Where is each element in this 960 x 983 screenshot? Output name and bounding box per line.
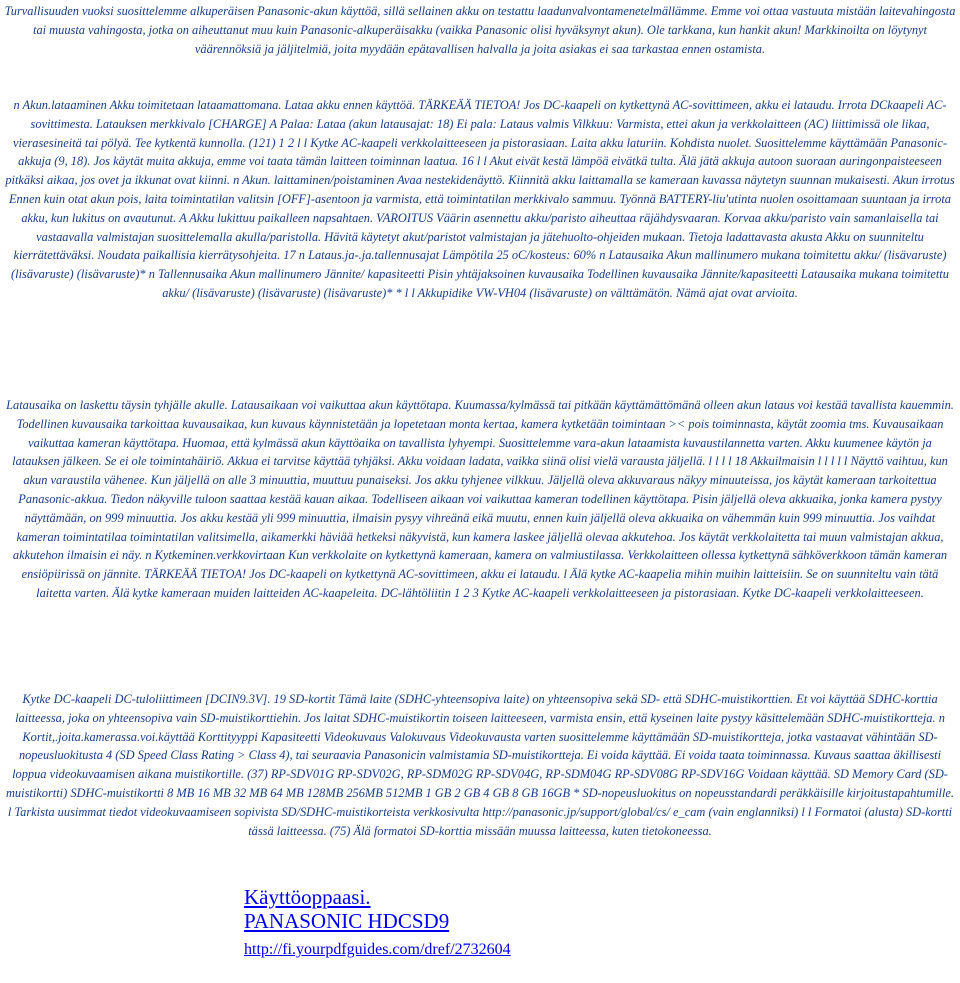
- paragraph-battery-charging: n Akun.lataaminen Akku toimitetaan lataamattomana. Lataa akku ennen käyttöä. TÄRKEÄÄ TIETOA! Jos DC-kaapeli on kytkettynä AC-sovittimeen, akku ei lataudu. Irrota DCkaapeli AC-sovittimesta. Latauksen merkkivalo [CHARGE] A Palaa: Lataa (akun latausajat: 18) Ei pala: Lataus valmis Vilkkuu: Varmista, ettei akun ja verkkolaitteen (AC) liittimissä ole likaa, vierasesineitä tai pölyä. Tee kytkentä kunnolla. (121) 1 2 l l Kytke AC-kaapeli verkkolaitteeseen ja pistorasiaan. Laita akku laturiin. Kohdista nuolet. Suosittelemme käyttämään Panasonic-akkuja (9, 18). Jos käytät muita akkuja, emme voi taata tämän laitteen toiminnan laatua. 16 l l Akut eivät kestä lämpöä eivätkä tulta. Älä jätä akkuja autoon suoraan auringonpaisteeseen pitkäksi aikaa, jos ovet ja ikkunat ovat kiinni. n Akun. laittaminen/poistaminen Avaa nestekidenäyttö. Kiinnitä akku laittamalla se kameraan kuvassa näytetyn suunnan mukaisesti. Akun irrotus Ennen kuin otat akun pois, laita toimintatilan valitsin [OFF]-asentoon ja varmista, että toimintatilan merkkivalo sammuu. Työnnä BATTERY-liu'utinta nuolen osoittamaan suuntaan ja irrota akku, kun lukitus on avautunut. A Akku lukittuu paikalleen napsahtaen. VAROITUS Väärin asennettu akku/paristo aiheuttaa räjähdysvaaran. Korvaa akku/paristo vain samanlaisella tai vastaavalla valmistajan suosittelemalla akulla/paristolla. Hävitä käytetyt akut/paristot valmistajan ja jätehuolto-ohjeiden mukaan. Tietoja ladattavasta akusta Akku on suunniteltu kierrätettäväksi. Noudata paikallisia kierrätysohjeita. 17 n Lataus.ja-.ja.tallennusajat Lämpötila 25 oC/kosteus: 60% n Latausaika Akun mallinumero mukana toimitettu akku/ (lisävaruste) (lisävaruste) (lisävaruste)* n Tallennusaika Akun mallinumero Jännite/ kapasiteetti Pisin yhtäjaksoinen kuvausaika Todellinen kuvausaika Jännite/kapasiteetti Latausaika mukana toimitettu akku/ (lisävaruste) (lisävaruste) (lisävaruste)* * l l Akkupidike VW-VH04 (lisävaruste) on välttämätön. Nämä ajat ovat arvioita.: [5, 98, 955, 300]
- paragraph-sd-cards: Kytke DC-kaapeli DC-tuloliittimeen [DCIN9.3V]. 19 SD-kortit Tämä laite (SDHC-yhteensopiva laite) on yhteensopiva sekä SD- että SDHC-muistikorttien. Et voi käyttää SDHC-korttia laitteessa, joka on yhteensopiva vain SD-muistikorttiehin. Jos laitat SDHC-muistikortin toiseen laitteeseen, varmista ensin, että kyseinen laite pystyy käsittelemään SDHC-muistikortteja. n Kortit,.joita.kamerassa.voi.käyttää Korttityyppi Kapasiteetti Videokuvaus Valokuvaus Videokuvausta varten suosittelemme käyttämään SD-muistikortteja, jotka vastaavat vähintään SD-nopeusluokitusta 4 (SD Speed Class Rating > Class 4), tai seuraavia Panasonicin valmistamia SD-muistikortteja. Ei voida käyttää. Ei voida taata toiminnassa. Kuvaus saattaa äkillisesti loppua videokuvaamisen aikana muistikortille. (37) RP-SDV01G RP-SDV02G, RP-SDM02G RP-SDV04G, RP-SDM04G RP-SDV08G RP-SDV16G Voidaan käyttää. SD Memory Card (SD-muistikortti) SDHC-muistikortti 8 MB 16 MB 32 MB 64 MB 128MB 256MB 512MB 1 GB 2 GB 4 GB 8 GB 16GB * SD-nopeusluokitus on nopeusstandardi peräkkäisille kirjoitustapahtumille. l Tarkista uusimmat tiedot videokuvaamiseen sopivista SD/SDHC-muistikorteista verkkosivulta http://panasonic.jp/support/global/cs/ e_cam (vain englanniksi) l l Formatoi (alusta) SD-kortti tässä laitteessa. (75) Älä formatoi SD-korttia missään muussa laitteessa, kuten tietokoneessa.: [5, 692, 954, 838]
- paragraph-charging-time-ac: Latausaika on laskettu täysin tyhjälle akulle. Latausaikaan voi vaikuttaa akun käyttötapa. Kuumassa/kylmässä tai pitkään käyttämättömänä olleen akun lataus voi kestää tavallista kauemmin. Todellinen kuvausaika tarkoittaa kuvausaikaa, kun kuvaus käynnistetään ja lopetetaan monta kertaa, kamera kytketään toimintaan >< pois toiminnasta, käytät zoomia tms. Kuvausaikaan vaikuttaa kameran käyttötapa. Huomaa, että kylmässä akun käyttöaika on tavallista lyhyempi. Suosittelemme vara-akun lataamista kuvaustilannetta varten. Akku kuumenee käytön ja latauksen jälkeen. Se ei ole toimintahäiriö. Akkua ei tarvitse käyttää tyhjäksi. Akku voidaan ladata, vaikka siinä olisi vielä varausta jäljellä. l l l l 18 Akkuilmaisin l l l l l Näyttö vaihtuu, kun akun varaustila vähenee. Kun jäljellä on alle 3 minuuttia, muuttuu punaiseksi. Jos akku tyhjenee vilkkuu. Jäljellä oleva akkuvaraus näkyy minuuteissa, jos käytät kameraan tarkoitettua Panasonic-akkua. Tiedon näkyville tuloon saattaa kestää kauan aikaa. Todelliseen aikaan voi vaikuttaa kameran todellinen käyttötapa. Pisin jäljellä oleva akkuaika, jonka kamera pystyy näyttämään, on 999 minuuttia. Jos akku kestää yli 999 minuuttia, ilmaisin pysyy vihreänä eikä muutu, ennen kuin jäljellä oleva akkuaika on vähemmän kuin 999 minuuttia. Jos vaihdat kameran toimintatilaa toimintatilan valitsimella, aikamerkki häviää hetkeksi näkyvistä, kun kamera laskee jäljellä olevaa akkutehoa. Jos käytät verkkolaitetta tai muun valmistajan akkua, akkutehon ilmaisin ei näy. n Kytkeminen.verkkovirtaan Kun verkkolaite on kytkettynä kameraan, kamera on valmiustilassa. Verkkolaitteen ollessa kytkettynä sähköverkkoon tämän kameran ensiöpiirissä on jännite. TÄRKEÄÄ TIETOA! Jos DC-kaapeli on kytkettynä AC-sovittimeen, akku ei lataudu. l Älä kytke AC-kaapelia mihin muihin laitteisiin. Se on suunniteltu vain tätä laitetta varten. Älä kytke kameraan muiden laitteiden AC-kaapeleita. DC-lähtöliitin 1 2 3 Kytke AC-kaapeli verkkolaitteeseen ja pistorasiaan. Kytke DC-kaapeli verkkolaitteeseen.: [6, 398, 954, 600]
- guide-url-link[interactable]: http://fi.yourpdfguides.com/dref/2732604: [244, 941, 511, 958]
- model-link[interactable]: PANASONIC HDCSD9: [244, 909, 450, 933]
- paragraph-battery-safety: Turvallisuuden vuoksi suosittelemme alkuperäisen Panasonic-akun käyttöä, sillä sellainen akku on testattu laadunvalvontamenetelmällämme. Emme voi ottaa vastuuta mistään laitevahingosta tai muusta vahingosta, jotka on aiheuttanut muu kuin Panasonic-alkuperäisakku (vaikka Panasonic olisi hyväksynyt akun). Ole tarkkana, kun hankit akun! Markkinoilta on löytynyt väärennöksiä ja jäljitelmiä, joita myydään epätavallisen halvalla ja joita asiakas ei saa tarkastaa ennen ostamista.: [4, 4, 956, 56]
- guide-links: [244, 885, 511, 960]
- manual-link[interactable]: Käyttöoppaasi.: [244, 885, 371, 909]
